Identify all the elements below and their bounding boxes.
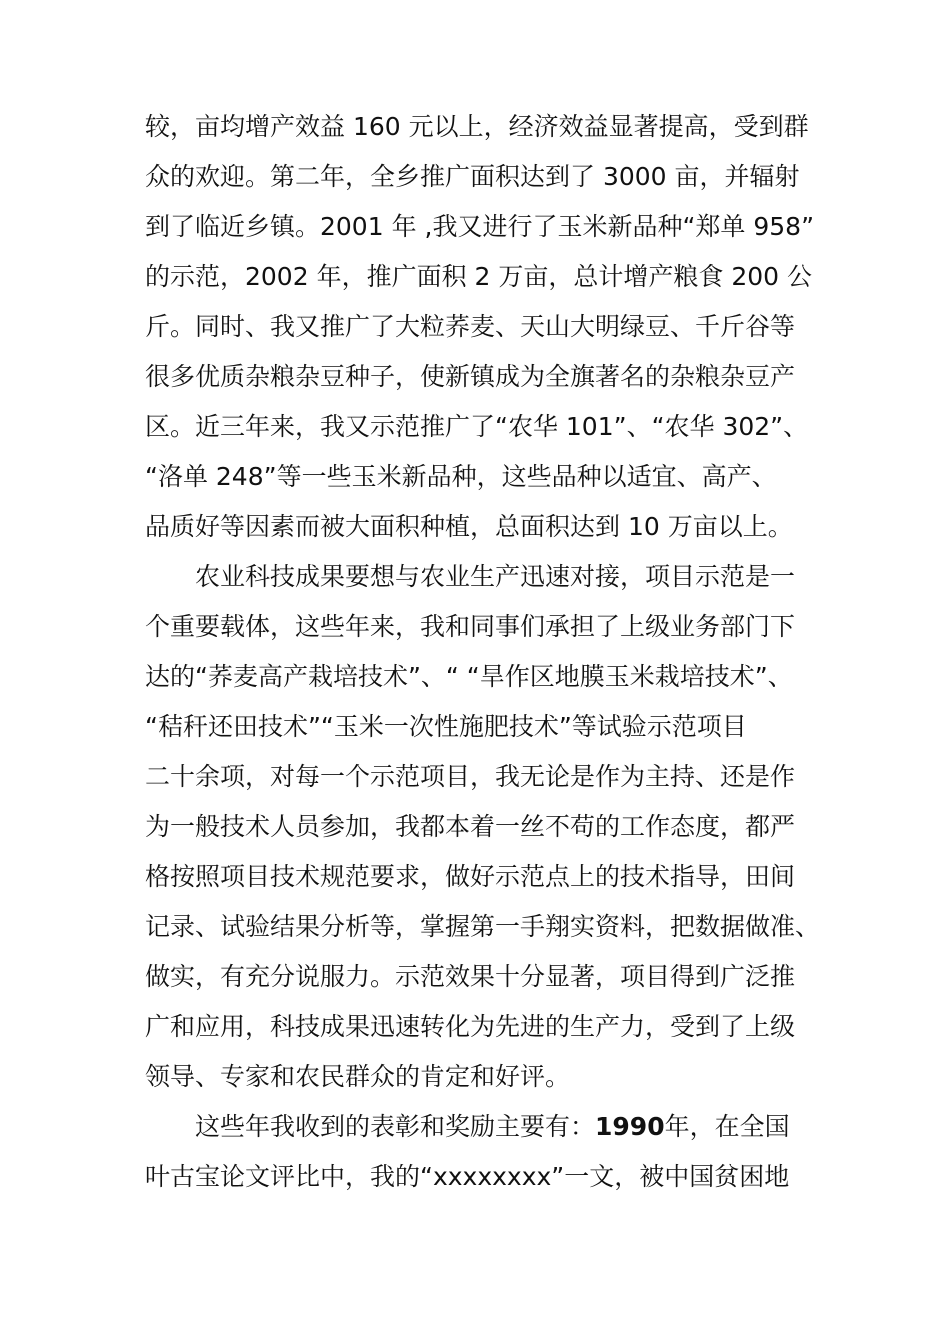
paragraph-3-first-line (195, 1107, 810, 1147)
text-line-23: 叶古宝论文评比中，我的“xxxxxxxx”一文，被中国贫困地 (145, 1162, 790, 1191)
text-line-9: 品质好等因素而被大面积种植，总面积达到 10 万亩以上。 (145, 512, 793, 541)
text-line-5: 斤。同时、我又推广了大粒荞麦、天山大明绿豆、千斤谷等 (145, 312, 796, 341)
text-line-8: “洛单 248”等一些玉米新品种，这些品种以适宜、高产、 (145, 462, 777, 491)
text-line-7: 区。近三年来，我又示范推广了“农华 101”、“农华 302”、 (145, 412, 809, 441)
award-year: 1990 (595, 1112, 665, 1141)
text-line-13: “秸秆还田技术”“玉米一次性施肥技术”等试验示范项目 (145, 712, 747, 741)
text-line-15: 为一般技术人员参加，我都本着一丝不苟的工作态度，都严 (145, 812, 796, 841)
text-line-20: 领导、专家和农民群众的肯定和好评。 (145, 1062, 571, 1091)
text-line-3: 到了临近乡镇。2001 年 ,我又进行了玉米新品种“郑单 958” (145, 212, 815, 241)
text-line-1: 较，亩均增产效益 160 元以上，经济效益显著提高，受到群 (145, 112, 809, 141)
text-line-4: 的示范，2002 年，推广面积 2 万亩，总计增产粮食 200 公 (145, 262, 812, 291)
text-line-11: 个重要载体，这些年来，我和同事们承担了上级业务部门下 (145, 612, 796, 641)
text-line-16: 格按照项目技术规范要求，做好示范点上的技术指导，田间 (145, 862, 796, 891)
awards-intro-end: 年，在全国 (664, 1112, 790, 1141)
text-line-18: 做实，有充分说服力。示范效果十分显著，项目得到广泛推 (145, 962, 796, 991)
paragraph-2-first-line: 农业科技成果要想与农业生产迅速对接，项目示范是一 (195, 562, 796, 591)
text-line-17: 记录、试验结果分析等，掌握第一手翔实资料，把数据做准、 (145, 912, 821, 941)
text-line-19: 广和应用，科技成果迅速转化为先进的生产力，受到了上级 (145, 1012, 796, 1041)
text-line-2: 众的欢迎。第二年，全乡推广面积达到了 3000 亩，并辐射 (145, 162, 800, 191)
text-line-6: 很多优质杂粮杂豆种子，使新镇成为全旗著名的杂粮杂豆产 (145, 362, 796, 391)
text-line-12: 达的“荞麦高产栽培技术”、“ “旱作区地膜玉米栽培技术”、 (145, 662, 793, 691)
awards-intro: 这些年我收到的表彰和奖励主要有： (195, 1112, 596, 1141)
text-line-14: 二十余项，对每一个示范项目，我无论是作为主持、还是作 (145, 762, 796, 791)
